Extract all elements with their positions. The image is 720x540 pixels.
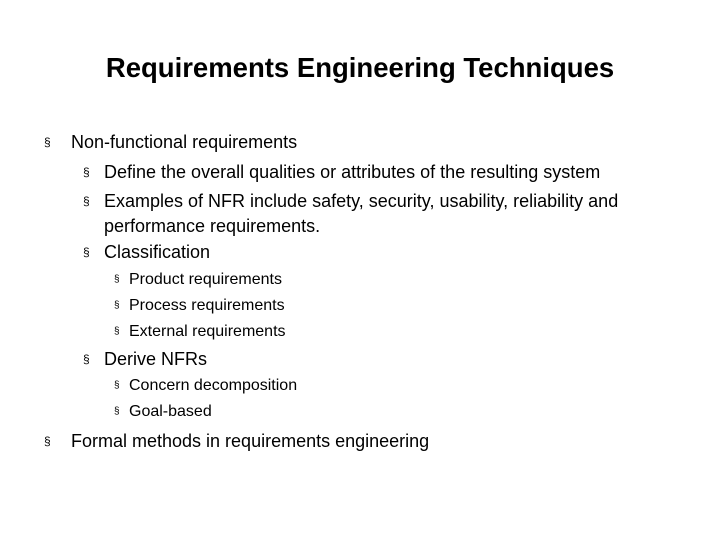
bullet-icon: § (114, 300, 120, 311)
bullet-text: Classification (104, 242, 211, 262)
bullet-icon: § (114, 406, 120, 417)
bullet-text: Non-functional requirements (71, 132, 298, 152)
bullet-text: Goal-based (129, 403, 212, 420)
bullet-icon: § (83, 165, 90, 179)
bullet-icon: § (44, 135, 51, 149)
bullet-text: Examples of NFR include safety, security, usability, reliability and (104, 191, 619, 211)
bullet-icon: § (114, 274, 120, 285)
bullet-text: Process requirements (129, 297, 285, 314)
bullet-text: Formal methods in requirements engineering (71, 431, 430, 451)
bullet-text: Concern decomposition (129, 377, 298, 394)
bullet-text-continuation: performance requirements. (104, 216, 321, 236)
bullet-icon: § (83, 245, 90, 259)
bullet-icon: § (83, 352, 90, 366)
bullet-text: Define the overall qualities or attributes of the resulting system (104, 162, 601, 182)
bullet-icon: § (114, 380, 120, 391)
bullet-icon: § (114, 326, 120, 337)
bullet-icon: § (44, 434, 51, 448)
slide-title: Requirements Engineering Techniques (105, 52, 615, 83)
bullet-text: Product requirements (129, 271, 282, 288)
bullet-text: Derive NFRs (104, 349, 208, 369)
bullet-icon: § (83, 194, 90, 208)
bullet-text: External requirements (129, 323, 286, 340)
